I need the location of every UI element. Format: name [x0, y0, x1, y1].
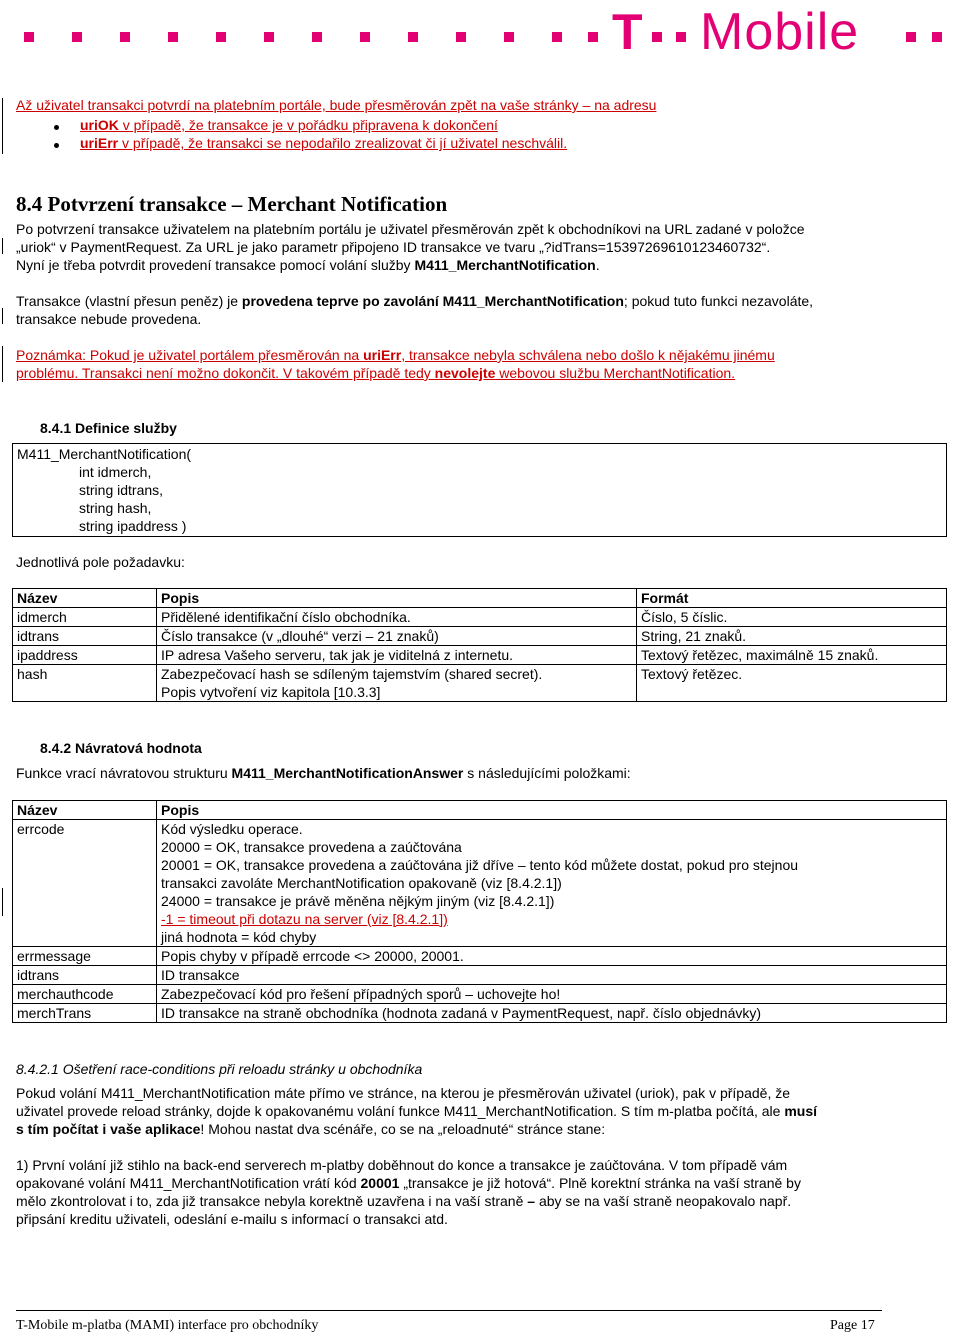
table-row	[13, 608, 947, 627]
table-header-row	[13, 589, 947, 608]
logo-dot	[504, 32, 514, 42]
paragraph-line: Nyní je třeba potvrdit provedení transakce pomocí volání služby M411_MerchantNotification.	[16, 257, 600, 273]
table-cell: Textový řetězec, maximálně 15 znaků.	[637, 646, 947, 665]
logo-dot	[360, 32, 370, 42]
table-header-cell: Název	[13, 589, 157, 608]
fields-label: Jednotlivá pole požadavku:	[16, 554, 185, 570]
logo-dot	[552, 32, 562, 42]
paragraph-line: Funkce vrací návratovou strukturu M411_MerchantNotificationAnswer s následujícími položkami:	[16, 765, 631, 781]
table-header-cell: Název	[13, 801, 157, 820]
logo-dot	[120, 32, 130, 42]
table-cell: ipaddress	[13, 646, 157, 665]
table-cell: merchTrans	[13, 1004, 157, 1023]
signature-line: string idtrans,	[79, 482, 164, 498]
paragraph-line: „uriok“ v PaymentRequest. Za URL je jako parametr připojeno ID transakce ve tvaru „?idTrans=15397269610123460732“.	[16, 239, 771, 255]
signature-line: string ipaddress )	[79, 518, 187, 534]
table-cell: Zabezpečovací kód pro řešení případných sporů – uchovejte ho!	[157, 985, 947, 1004]
logo-dot	[264, 32, 274, 42]
table-row	[13, 665, 947, 702]
bullet-icon	[54, 143, 59, 148]
logo-dot	[24, 32, 34, 42]
table-row	[13, 820, 947, 947]
paragraph-line: mělo zkontrolovat i to, zda již transakce nebyla korektně uzavřena i na vaší straně – aby se na vaší straně neopakovalo např.	[16, 1193, 792, 1209]
change-bar	[2, 238, 3, 254]
logo-dot	[408, 32, 418, 42]
logo-wordmark: Mobile	[700, 3, 860, 61]
table-cell: String, 21 znaků.	[637, 627, 947, 646]
table-cell: ID transakce	[157, 966, 947, 985]
table-cell: IP adresa Vašeho serveru, tak jak je viditelná z internetu.	[157, 646, 637, 665]
paragraph-line: připsání kreditu uživateli, odeslání e-mailu s informací o transakci atd.	[16, 1211, 448, 1227]
paragraph-line: opakované volání M411_MerchantNotification vrátí kód 20001 „transakce je již hotová“. Plně korektní stránka na vaší straně by	[16, 1175, 801, 1191]
section-heading-8-4-2-1: 8.4.2.1 Ošetření race-conditions při reloadu stránky u obchodníka	[16, 1061, 423, 1077]
signature-line: string hash,	[79, 500, 152, 516]
table-cell: idmerch	[13, 608, 157, 627]
table-row	[13, 947, 947, 966]
table-cell: errmessage	[13, 947, 157, 966]
table-cell: idtrans	[13, 627, 157, 646]
change-bar	[2, 888, 3, 916]
paragraph-line: uživatel provede reload stránky, dojde k opakovanému volání funkce M411_MerchantNotification. S tím m-platba počítá, ale musí	[16, 1103, 818, 1119]
signature-line: int idmerch,	[79, 464, 152, 480]
logo-dot	[216, 32, 226, 42]
paragraph-line: Transakce (vlastní přesun peněz) je provedena teprve po zavolání M411_MerchantNotification; pokud tuto funkci nezavoláte,	[16, 293, 814, 309]
note-line: Poznámka: Pokud je uživatel portálem přesměrován na uriErr, transakce nebyla schválena nebo došlo k nějakému jinému	[16, 347, 775, 363]
logo-dot	[312, 32, 322, 42]
table-cell: Číslo transakce (v „dlouhé“ verzi – 21 znaků)	[157, 627, 637, 646]
table-cell: merchauthcode	[13, 985, 157, 1004]
logo-dot	[168, 32, 178, 42]
t-mobile-logo	[0, 3, 960, 61]
logo-t-letter: T	[612, 4, 643, 60]
paragraph-line: Pokud volání M411_MerchantNotification máte přímo ve stránce, na kterou je přesměrován uživatel (uriok), pak v případě, že	[16, 1085, 791, 1101]
table-cell: errcode	[13, 820, 157, 947]
table-cell: Kód výsledku operace. 20000 = OK, transakce provedena a zaúčtována 20001 = OK, transakce provedena a zaúčtována již dříve – tento kód můžete dostat, pokud pro stejnou transakci zavoláte MerchantNotification opakovaně (viz [8.4.2.1]) 24000 = transakce je právě měněna nějkým jiným (viz [8.4.2.1]) -1 = timeout při dotazu na server (viz [8.4.2.1]) jiná hodnota = kód chyby	[157, 820, 947, 947]
table-row	[13, 966, 947, 985]
section-heading-8-4-1: 8.4.1 Definice služby	[40, 420, 177, 436]
table-row	[13, 646, 947, 665]
table-cell: Přidělené identifikační číslo obchodníka.	[157, 608, 637, 627]
table-header-row	[13, 801, 947, 820]
signature-box	[12, 443, 947, 537]
page-number: Page 17	[830, 1318, 875, 1333]
logo-dot	[676, 32, 686, 42]
logo-dot	[932, 32, 942, 42]
footer-title: T-Mobile m-platba (MAMI) interface pro obchodníky	[16, 1318, 319, 1333]
bullet-icon	[54, 125, 59, 130]
change-bar	[2, 98, 3, 154]
table-row	[13, 985, 947, 1004]
paragraph-line: 1) První volání již stihlo na back-end serverech m-platby doběhnout do konce a transakce je zaúčtována. V tom případě vám	[16, 1157, 788, 1173]
answer-fields-table	[12, 800, 947, 1023]
request-fields-table	[12, 588, 947, 702]
table-cell: idtrans	[13, 966, 157, 985]
signature-line: M411_MerchantNotification(	[17, 446, 192, 462]
paragraph-line: transakce nebude provedena.	[16, 311, 202, 327]
table-cell: Číslo, 5 číslic.	[637, 608, 947, 627]
note-line: problému. Transakci není možno dokončit. V takovém případě tedy nevolejte webovou službu MerchantNotification.	[16, 365, 736, 381]
table-row	[13, 1004, 947, 1023]
logo-dot	[652, 32, 662, 42]
logo-dot	[588, 32, 598, 42]
table-cell: hash	[13, 665, 157, 702]
table-cell: Popis chyby v případě errcode <> 20000, 20001.	[157, 947, 947, 966]
bullet-item-urierr: uriErr v případě, že transakci se nepodařilo zrealizovat či jí uživatel neschválil.	[80, 135, 568, 151]
change-bar	[2, 308, 3, 324]
table-cell: ID transakce na straně obchodníka (hodnota zadaná v PaymentRequest, např. číslo objednávky)	[157, 1004, 947, 1023]
logo-dot	[456, 32, 466, 42]
section-heading-8-4: 8.4 Potvrzení transakce – Merchant Notification	[16, 192, 448, 216]
paragraph-line: Po potvrzení transakce uživatelem na platebním portálu je uživatel přesměrován zpět k obchodníkovi na URL zadané v položce	[16, 221, 805, 237]
bullet-item-uriok: uriOK v případě, že transakce je v pořádku připravena k dokončení	[80, 117, 498, 133]
paragraph-line: s tím počítat i vaše aplikace! Mohou nastat dva scénáře, co se na „reloadnuté“ stránce stane:	[16, 1121, 606, 1137]
section-heading-8-4-2: 8.4.2 Návratová hodnota	[40, 740, 202, 756]
table-cell: Textový řetězec.	[637, 665, 947, 702]
table-header-cell: Formát	[637, 589, 947, 608]
change-bar	[2, 346, 3, 382]
table-cell: Zabezpečovací hash se sdíleným tajemstvím (shared secret). Popis vytvoření viz kapitola [10.3.3]	[157, 665, 637, 702]
footer-divider	[16, 1310, 882, 1311]
table-header-cell: Popis	[157, 801, 947, 820]
table-row	[13, 627, 947, 646]
table-header-cell: Popis	[157, 589, 637, 608]
logo-dot	[906, 32, 916, 42]
logo-dot	[72, 32, 82, 42]
intro-line: Až uživatel transakci potvrdí na platebním portále, bude přesměrován zpět na vaše stránky – na adresu	[16, 97, 657, 113]
